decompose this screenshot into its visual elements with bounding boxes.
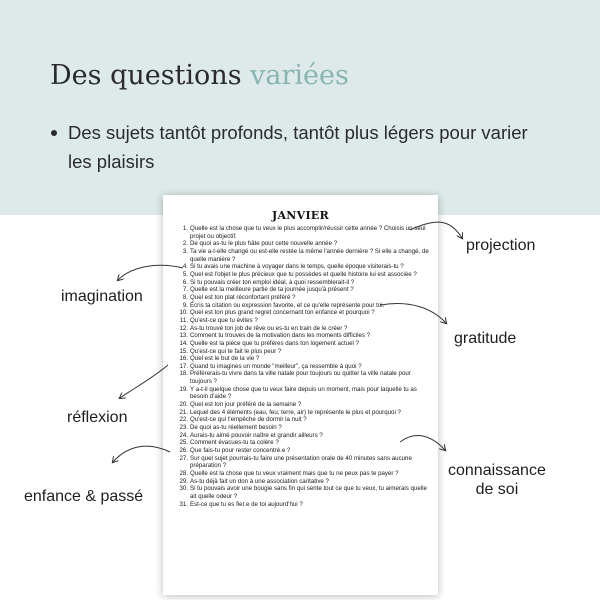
label-connaissance [448, 461, 546, 499]
label-gratitude: gratitude [454, 330, 517, 347]
question-text: De quoi as-tu réellement besoin ? [190, 424, 282, 432]
arrow-enfance [113, 446, 170, 462]
arrow-projection [410, 222, 462, 238]
question-number: 6. [182, 278, 188, 286]
arrow-connaissance [400, 436, 445, 450]
question-text: Quand tu imagines un monde "meilleur", ça ressemble à quoi ? [190, 362, 362, 370]
question-number: 22. [179, 416, 188, 424]
question-text: De quoi as-tu le plus hâte pour cette nouvelle année ? [190, 240, 338, 248]
question-text: Quel est l'objet le plus précieux que tu possèdes et quelle histoire lui est associée ? [190, 270, 417, 278]
question-text: Si tu pouvais avoir une bougie sans fin qui sente tout ce que tu veux, tu aimerais quelle ait quelle odeur ? [190, 485, 427, 500]
arrow-reflexion [120, 365, 168, 398]
question-number: 16. [179, 355, 188, 363]
question-text: Ta vie a-t-elle changé ou est-elle restée la même l'année dernière ? Si elle a changé, de quelle manière ? [190, 247, 429, 263]
question-number: 26. [179, 447, 188, 455]
label-enfance: enfance & passé [24, 488, 144, 505]
arrow-imagination [118, 265, 183, 280]
question-number: 18. [179, 370, 188, 378]
question-number: 9. [182, 301, 188, 309]
question-number: 11. [179, 316, 188, 324]
question-text: Comment évacues-tu ta colère ? [190, 439, 279, 447]
arrow-gratitude [380, 304, 446, 323]
question-number: 2. [182, 240, 188, 248]
question-number: 29. [179, 477, 188, 485]
question-text: Aurais-tu aimé pouvoir naître et grandir ailleurs ? [190, 431, 323, 439]
question-text: Qu'est-ce que tu évites ? [190, 316, 258, 324]
question-number: 3. [182, 247, 188, 255]
question-text: Y a-t-il quelque chose que tu veux faire depuis un moment, mais pour laquelle tu as besoin d'aide ? [190, 385, 417, 401]
question-text: Si tu avais une machine à voyager dans le temps, quelle époque visiterais-tu ? [190, 263, 404, 271]
question-text: Quelle est la chose que tu veux vraiment mais que tu ne peux pas te payer ? [190, 470, 399, 477]
sheet-title: JANVIER [271, 209, 330, 222]
question-number: 12. [179, 324, 188, 332]
question-number: 17. [179, 362, 188, 370]
label-imagination: imagination [61, 288, 143, 305]
question-number: 7. [182, 286, 188, 294]
question-text: Qu'est-ce qui te fait le plus peur ? [190, 347, 282, 355]
question-text: Quel est ton plat réconfortant préféré ? [190, 293, 296, 301]
question-number: 30. [179, 485, 188, 493]
question-number: 23. [179, 424, 188, 432]
question-number: 28. [179, 470, 188, 477]
question-number: 15. [179, 347, 188, 355]
question-text: Si tu pouvais créer ton emploi idéal, à quoi ressemblerait-il ? [190, 278, 355, 286]
question-number: 13. [179, 332, 188, 340]
label-projection: projection [466, 237, 536, 254]
title-lead: Des questions [50, 60, 242, 91]
question-number: 24. [179, 431, 188, 439]
question-text: Quelle est la pièce que tu préfères dans ton logement actuel ? [190, 339, 359, 347]
question-text: As-tu déjà fait un don à une association caritative ? [190, 477, 329, 485]
question-number: 14. [179, 339, 188, 347]
question-text: Quel est ton jour préféré de la semaine ? [190, 401, 302, 409]
bullet-text: Des sujets tantôt profonds, tantôt plus légers pour varier les plaisirs [68, 122, 528, 172]
label-connaissance-line1: connaissance [448, 462, 546, 479]
question-number: 21. [179, 408, 188, 416]
label-connaissance-line2: de soi [475, 481, 519, 498]
title-accent: variées [250, 60, 349, 91]
question-text: Quel est le but de la vie ? [190, 355, 260, 363]
question-text: Sur quel sujet pourrais-tu faire une présentation orale de 40 minutes sans aucune préparation ? [190, 454, 412, 470]
question-text: As-tu trouvé ton job de rêve ou es-tu en train de le créer ? [190, 324, 348, 332]
question-number: 1. [182, 225, 188, 232]
question-number: 25. [179, 439, 188, 447]
question-text: Lequel des 4 éléments (eau, feu, terre, air) te représente le plus et pourquoi ? [190, 408, 401, 416]
question-number: 27. [179, 454, 188, 462]
question-number: 8. [182, 293, 188, 301]
question-text: Quel est ton plus grand regret concernant ton enfance et pourquoi ? [190, 309, 375, 317]
question-text: Quelle est la chose que tu veux le plus accomplir/réussir cette année ? Choisis un seul projet ou objectif. [190, 225, 426, 240]
question-number: 31. [179, 500, 188, 508]
question-number: 10. [179, 309, 188, 317]
question-number: 5. [182, 270, 188, 278]
question-number: 4. [182, 263, 188, 271]
question-number: 20. [179, 401, 188, 409]
question-text: Qu'est-ce qui t'empêche de dormir la nuit ? [190, 416, 307, 424]
question-text: Que fais-tu pour rester concentré.e ? [190, 447, 291, 455]
question-text: Comment tu trouves de la motivation dans les moments difficiles ? [190, 332, 371, 340]
label-reflexion: réflexion [67, 409, 128, 426]
question-text: Est-ce que tu es fier.e de toi aujourd'hui ? [190, 500, 303, 508]
question-text: Écris ta citation ou expression favorite, et ce qu'elle représente pour toi. [190, 301, 385, 309]
question-number: 19. [179, 385, 188, 393]
question-text: Quelle est la meilleure partie de ta journée jusqu'à présent ? [190, 286, 354, 294]
question-text: Préférerais-tu vivre dans ta ville natale pour toujours ou quitter ta ville natale pour toujours ? [190, 370, 411, 386]
